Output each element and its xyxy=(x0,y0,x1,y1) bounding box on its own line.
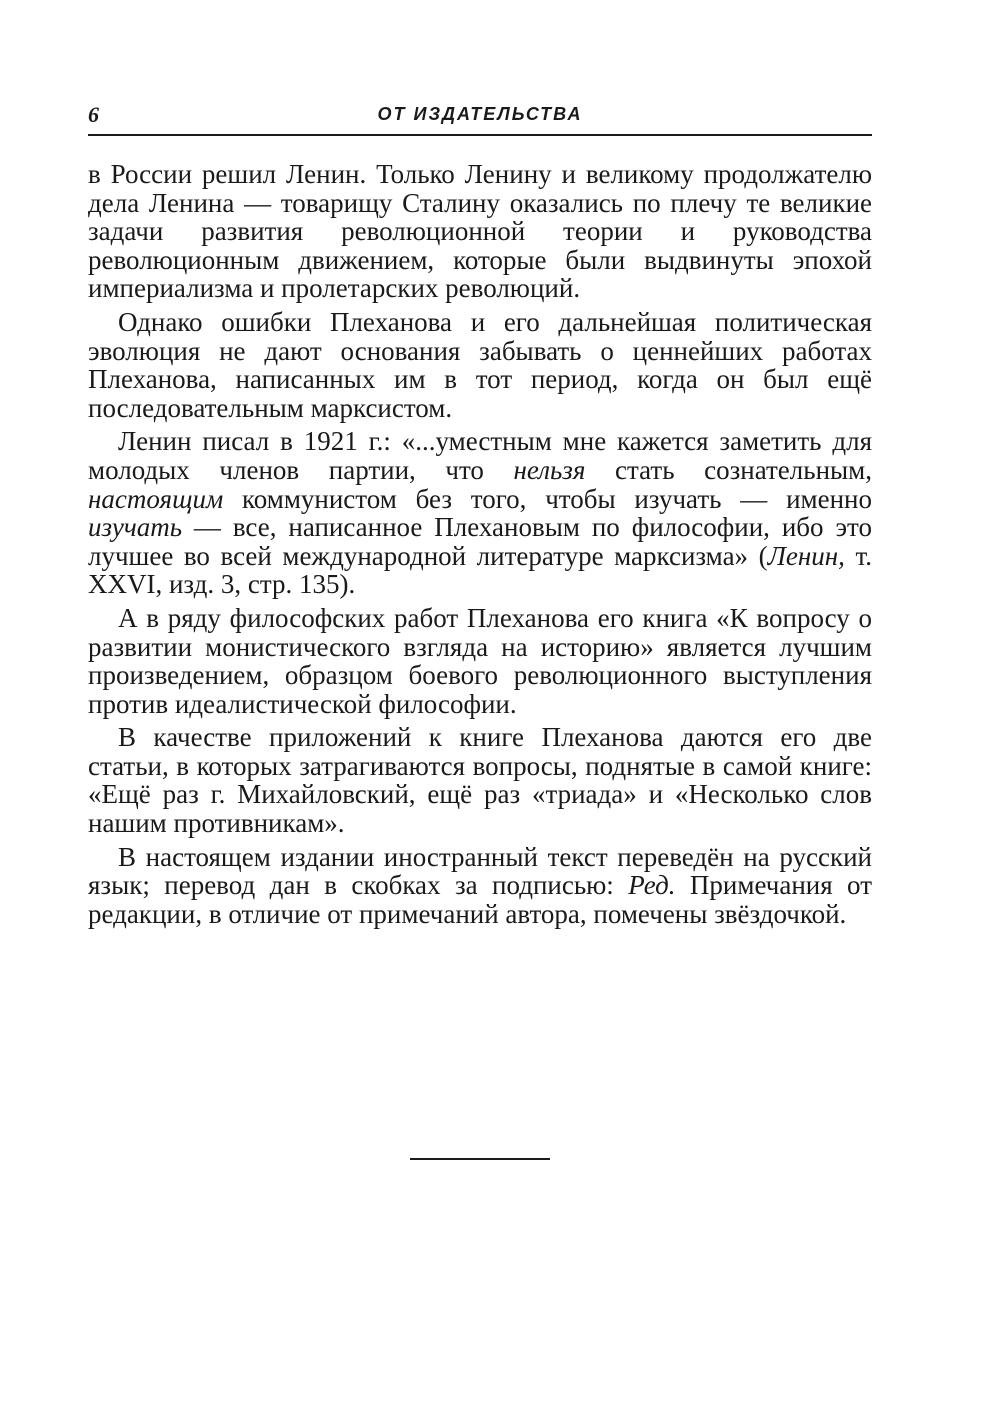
text-run: Ленин писал в 1921 г.: «...уместным мне кажется заметить для молодых членов партии, что xyxy=(88,426,872,485)
section-title: ОТ ИЗДАТЕЛЬСТВА xyxy=(377,104,583,124)
text-run: В качестве приложений к книге Плеханова даются его две статьи, в которых затрагиваются вопросы, поднятые в самой книге: «Ещё раз г. Михайловский, ещё раз «триада» и «Несколько слов нашим противникам». xyxy=(88,722,872,839)
paragraph xyxy=(88,308,872,422)
text-run: стать сознательным, xyxy=(585,454,872,485)
text-run: Примечания от редакции, в отличие от примечаний автора, помечены звёздочкой. xyxy=(88,870,872,929)
body-text xyxy=(88,160,872,933)
text-run: т. XXVI, изд. 3, стр. 135). xyxy=(88,540,872,600)
text-run: — все, написанное Плехановым по философии, ибо это лучшее во всей международной литературе марксизма» ( xyxy=(88,512,872,571)
emphasis-text: нельзя xyxy=(513,454,586,485)
emphasis-text: Ред. xyxy=(628,870,676,901)
text-run: Однако ошибки Плеханова и его дальнейшая политическая эволюция не дают основания забывать о ценнейших работах Плеханова, написанных им в тот период, когда он был ещё последовательным марксистом. xyxy=(88,306,872,423)
end-rule xyxy=(410,1158,550,1160)
emphasis-text: настоящим xyxy=(88,483,224,514)
page-number: 6 xyxy=(88,102,99,127)
running-header xyxy=(88,100,872,136)
paragraph xyxy=(88,723,872,837)
text-run: А в ряду философских работ Плеханова его книга «К вопросу о развитии монистического взгляда на историю» является лучшим произведением, образцом боевого революционного выступления против идеалистической философии. xyxy=(88,602,872,719)
text-run: коммунистом без того, чтобы изучать — именно xyxy=(223,483,872,514)
paragraph xyxy=(88,160,872,303)
emphasis-text: изучать xyxy=(88,512,182,543)
text-run: В настоящем издании иностранный текст переведён на русский язык; перевод дан в скобках за подписью: xyxy=(88,841,872,901)
paragraph xyxy=(88,427,872,599)
text-run: в России решил Ленин. Только Ленину и великому продолжателю дела Ленина — товарищу Сталину оказались по плечу те великие задачи развития революционной теории и руководства революционным движением, которые были выдвинуты эпохой империализма и пролетарских революций. xyxy=(88,159,872,304)
paragraph xyxy=(88,604,872,718)
emphasis-text: Ленин, xyxy=(767,540,845,571)
paragraph xyxy=(88,843,872,929)
